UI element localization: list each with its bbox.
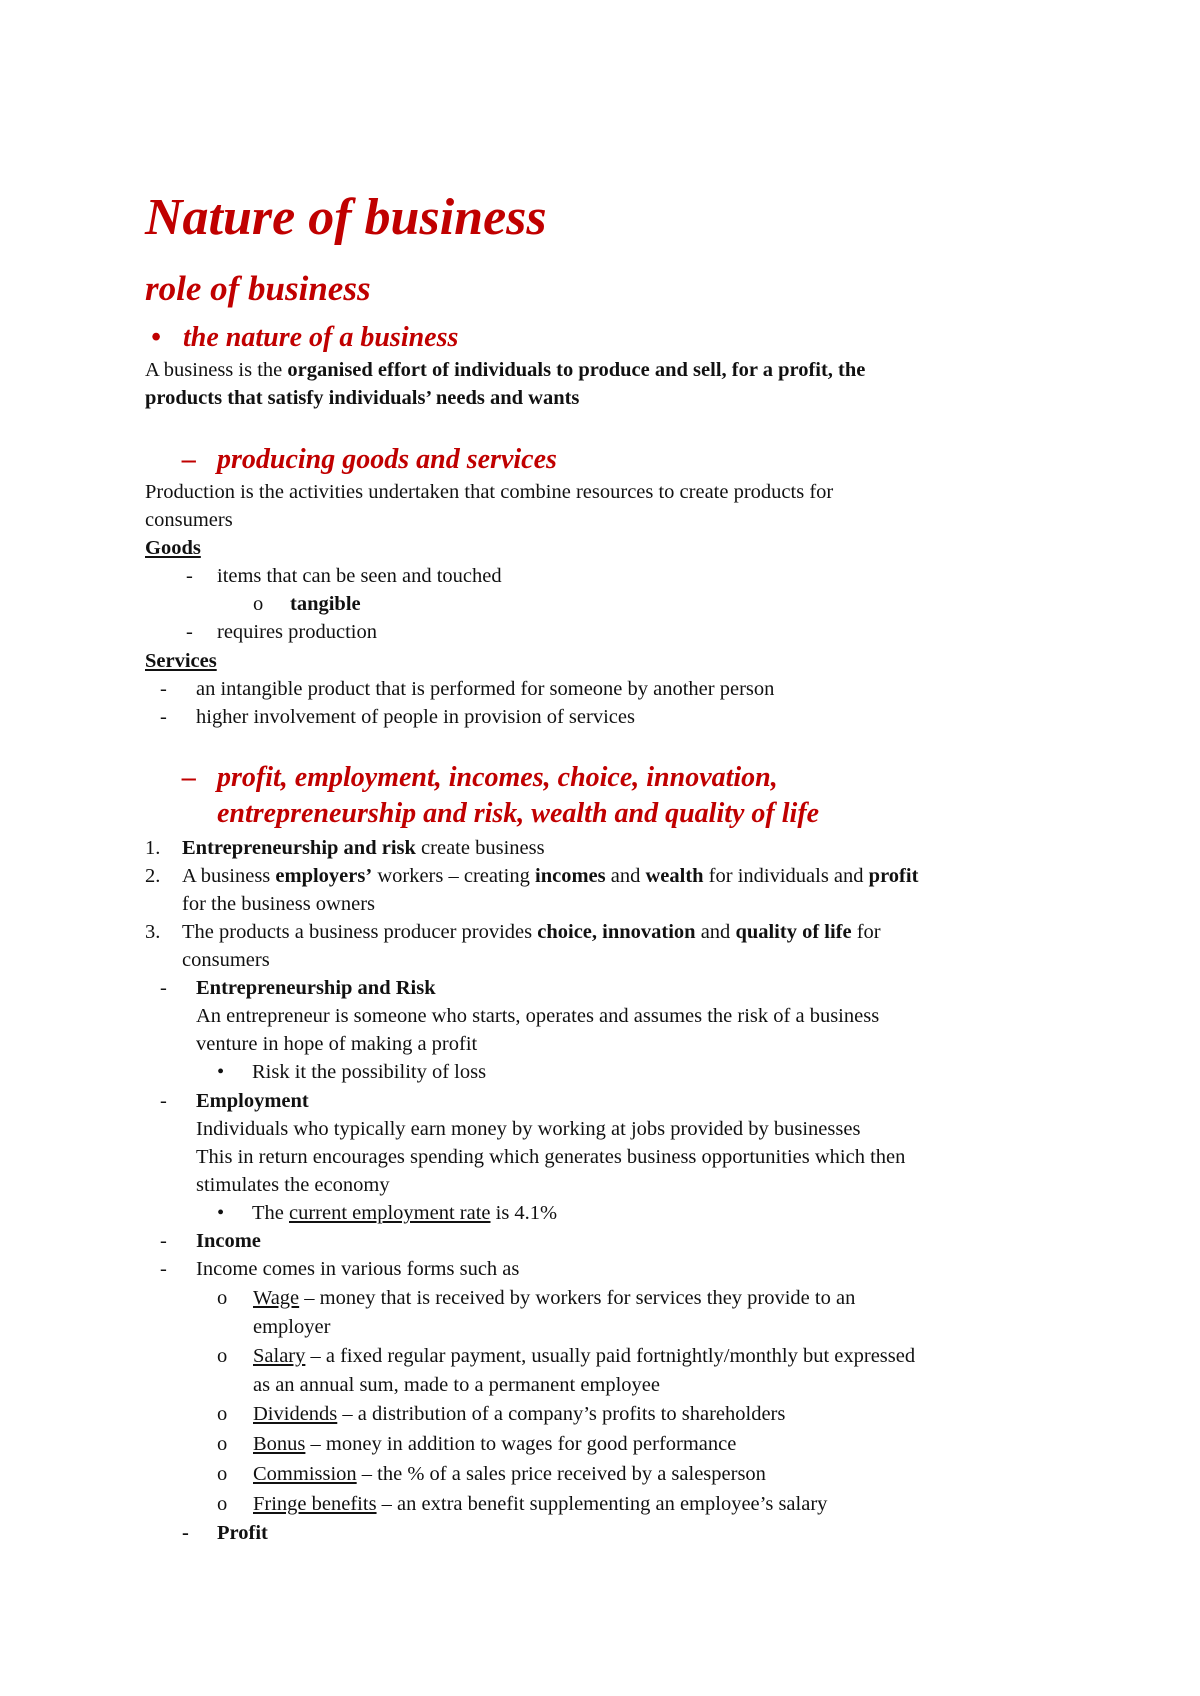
employment-bullet-1: The current employment rate is 4.1% — [252, 1202, 558, 1224]
profit-label: Profit — [217, 1522, 268, 1544]
production-line-1: Production is the activities undertaken that combine resources to create products for — [145, 481, 834, 503]
circle-marker: o — [217, 1403, 228, 1425]
subheading-nature: the nature of a business — [183, 322, 459, 353]
list-number: 3. — [145, 921, 161, 943]
dash-marker: - — [160, 706, 167, 728]
bullet-icon: • — [151, 322, 161, 353]
list-number: 2. — [145, 865, 161, 887]
circle-marker: o — [217, 1433, 228, 1455]
income-label: Income — [196, 1230, 261, 1252]
circle-marker: o — [217, 1287, 228, 1309]
page-title: Nature of business — [145, 189, 547, 246]
goods-item-1a: tangible — [290, 593, 361, 615]
services-label: Services — [145, 650, 217, 672]
goods-item-1: items that can be seen and touched — [217, 565, 502, 587]
subheading-profit-line-1: profit, employment, incomes, choice, innovation, — [217, 762, 778, 793]
dash-marker: – — [182, 762, 196, 793]
numbered-item-3: The products a business producer provides choice, innovation and quality of life for — [182, 921, 881, 943]
services-item-1: an intangible product that is performed for someone by another person — [196, 678, 775, 700]
services-item-2: higher involvement of people in provision of services — [196, 706, 635, 728]
income-wage-cont: employer — [253, 1316, 331, 1338]
circle-marker: o — [217, 1493, 228, 1515]
dash-marker: - — [186, 565, 193, 587]
employment-label: Employment — [196, 1090, 309, 1112]
income-commission: Commission – the % of a sales price received by a salesperson — [253, 1463, 766, 1485]
bullet-icon: • — [217, 1061, 225, 1083]
circle-marker: o — [217, 1345, 228, 1367]
subheading-producing: producing goods and services — [217, 444, 557, 475]
goods-item-2: requires production — [217, 621, 377, 643]
income-fringe-benefits: Fringe benefits – an extra benefit supplementing an employee’s salary — [253, 1493, 828, 1515]
subheading-profit-line-2: entrepreneurship and risk, wealth and quality of life — [217, 798, 820, 829]
dash-marker: - — [160, 1090, 167, 1112]
employment-line-2: This in return encourages spending which generates business opportunities which then — [196, 1146, 906, 1168]
entrepreneur-bullet-1: Risk it the possibility of loss — [252, 1061, 487, 1083]
dash-marker: - — [160, 678, 167, 700]
dash-marker: - — [182, 1522, 189, 1544]
numbered-item-1: Entrepreneurship and risk create business — [182, 837, 545, 859]
entrepreneur-line-2: venture in hope of making a profit — [196, 1033, 478, 1055]
entrepreneur-line-1: An entrepreneur is someone who starts, operates and assumes the risk of a business — [196, 1005, 880, 1027]
dash-marker: - — [160, 977, 167, 999]
production-line-2: consumers — [145, 509, 233, 531]
income-bonus: Bonus – money in addition to wages for good performance — [253, 1433, 737, 1455]
employment-line-1: Individuals who typically earn money by working at jobs provided by businesses — [196, 1118, 861, 1140]
employment-line-3: stimulates the economy — [196, 1174, 390, 1196]
dash-marker: - — [160, 1230, 167, 1252]
circle-marker: o — [253, 593, 264, 615]
income-wage: Wage – money that is received by workers for services they provide to an — [253, 1287, 856, 1309]
dash-marker: – — [182, 444, 196, 475]
entrepreneur-label: Entrepreneurship and Risk — [196, 977, 436, 999]
income-salary-cont: as an annual sum, made to a permanent employee — [253, 1374, 661, 1396]
income-dividends: Dividends – a distribution of a company’s profits to shareholders — [253, 1403, 786, 1425]
list-number: 1. — [145, 837, 161, 859]
income-line-1: Income comes in various forms such as — [196, 1258, 520, 1280]
numbered-item-2-cont: for the business owners — [182, 893, 376, 915]
bullet-icon: • — [217, 1202, 225, 1224]
section-heading: role of business — [145, 269, 371, 308]
definition-line-1: A business is the organised effort of individuals to produce and sell, for a profit, the — [145, 359, 866, 381]
numbered-item-3-cont: consumers — [182, 949, 270, 971]
circle-marker: o — [217, 1463, 228, 1485]
definition-line-2: products that satisfy individuals’ needs and wants — [145, 387, 580, 409]
dash-marker: - — [186, 621, 193, 643]
goods-label: Goods — [145, 537, 201, 559]
income-salary: Salary – a fixed regular payment, usually paid fortnightly/monthly but expressed — [253, 1345, 916, 1367]
dash-marker: - — [160, 1258, 167, 1280]
numbered-item-2: A business employers’ workers – creating incomes and wealth for individuals and profit — [182, 865, 919, 887]
